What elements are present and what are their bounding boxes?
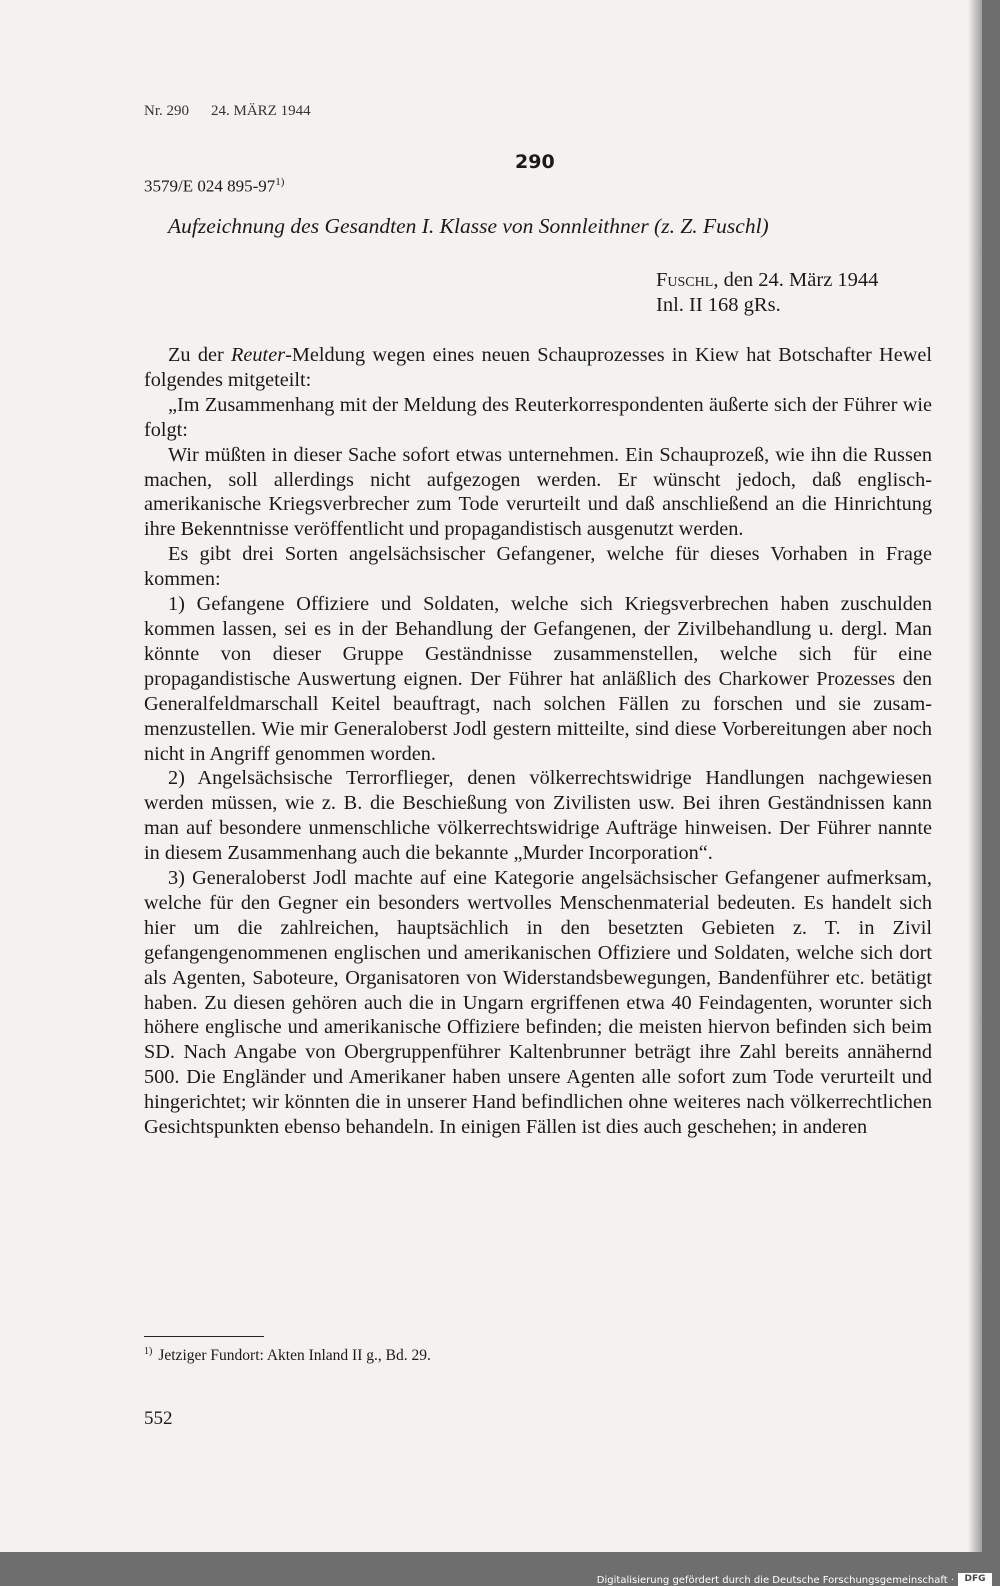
digitization-credit: Digitalisierung gefördert durch die Deutsche Forschungsgemeinschaft · (596, 1575, 954, 1586)
running-head-date: 24. MÄRZ 1944 (211, 103, 311, 119)
file-reference-text: 3579/E 024 895-97 (144, 176, 276, 196)
file-reference-footnote-marker: 1) (275, 176, 285, 188)
paragraph-5: 1) Gefangene Offiziere und Soldaten, welche sich Kriegsverbrechen haben zuschulden kommen lassen, sei es in der Behandlung der Gefangenen, der Zivilbehandlung u. dergl. Man könnte von dieser Gruppe Geständnisse zusammenstellen, welche sich für eine propagandistische Auswertung eignen. Der Führer hat anläßlich des Charkower Prozesses den Generalfeldmarschall Keitel beauftragt, nach solchen Fällen zu forschen und sie zusammenzustellen. Wie mir Generaloberst Jodl gestern mitteilte, sind diese Vorbereitungen aber noch nicht in Angriff genommen worden. (144, 593, 932, 765)
paragraph-7: 3) Generaloberst Jodl machte auf eine Kategorie angelsächsischer Gefangener aufmerksam, welche für den Gegner ein besonders wertvolles Menschenmaterial bedeuten. Es handelt sich hier um die zahlreichen, hauptsächlich in den besetzten Gebieten z. T. in Zivil gefangengenommenen englischen und amerikanischen Offiziere und Soldaten, welche sich dort als Agenten, Saboteure, Organisatoren von Widerstandsbewegungen, Bandenführer etc. betätigt haben. Zu diesen gehören auch die in Ungarn ergriffenen etwa 40 Feindagenten, worunter sich höhere englische und amerikanische Offiziere befinden; die meisten hiervon befinden sich beim SD. Nach Angabe von Obergruppenführer Kaltenbrunner beträgt ihre Zahl bereits annähernd 500. Die Engländer und Amerikaner haben unsere Agenten alle sofort zum Tode verurteilt und hingerichtet; wir könnten die in unserer Hand befindlichen ohne weiteres nach völkerrechtlichen Gesichtspunkten ebenso behandeln. In einigen Fällen ist dies auch geschehen; in anderen (144, 867, 932, 1139)
page-number: 552 (144, 1408, 173, 1429)
body-text (144, 343, 932, 1140)
footnote (144, 1346, 431, 1365)
dfg-logo-icon: DFG (958, 1573, 992, 1586)
paragraph-1-intro: Zu der (168, 344, 232, 366)
running-head (144, 103, 311, 120)
running-head-number: Nr. 290 (144, 103, 189, 119)
place-date-block (656, 268, 878, 318)
document-title: Aufzeichnung des Gesandten I. Klasse von Sonnleithner (z. Z. Fuschl) (168, 214, 769, 238)
file-reference (144, 176, 284, 197)
place-name: Fuschl (656, 269, 714, 291)
paragraph-1-rest: -Meldung wegen eines neuen Schauprozesses in Kiew hat Botschafter Hewel folgendes mitgeteilt: (144, 344, 932, 391)
date-line: , den 24. März 1944 (713, 269, 879, 291)
paragraph-3: Wir müßten in dieser Sache sofort etwas unternehmen. Ein Schauprozeß, wie ihn die Russen machen, soll allerdings nicht aufgezogen werden. Er wünscht jedoch, daß englisch-amerikanische Kriegsverbrecher zum Tode verurteilt und daß anschließend an die Hinrichtung ihre Bekenntnisse veröffentlicht und propagandistisch ausgenutzt werden. (144, 443, 932, 541)
file-number: Inl. II 168 gRs. (656, 294, 781, 316)
paragraph-6: 2) Angelsächsische Terrorflieger, denen völkerrechtswidrige Handlungen nachgewiesen werden müssen, wie z. B. die Beschießung von Zivilisten usw. Bei ihren Geständnissen kann man auf besondere unmenschliche völkerrechtswidrige Aufträge hinweisen. Der Führer nannte in diesem Zusammenhang auch die bekannte „Murder Incorporation“. (144, 767, 932, 865)
paragraph-4: Es gibt drei Sorten angelsächsischer Gefangener, welche für dieses Vorhaben in Frage kommen: (144, 543, 932, 591)
paragraph-1 (144, 343, 932, 393)
paragraph-2: „Im Zusammenhang mit der Meldung des Reuterkorrespondenten äußerte sich der Führer wie folgt: (144, 393, 932, 441)
footnote-divider (144, 1336, 264, 1337)
paragraph-1-emphasis: Reuter (231, 344, 286, 366)
footnote-marker: 1) (144, 1346, 153, 1357)
document-number: 290 (515, 151, 555, 173)
footnote-text: Jetziger Fundort: Akten Inland II g., Bd. 29. (158, 1347, 431, 1365)
